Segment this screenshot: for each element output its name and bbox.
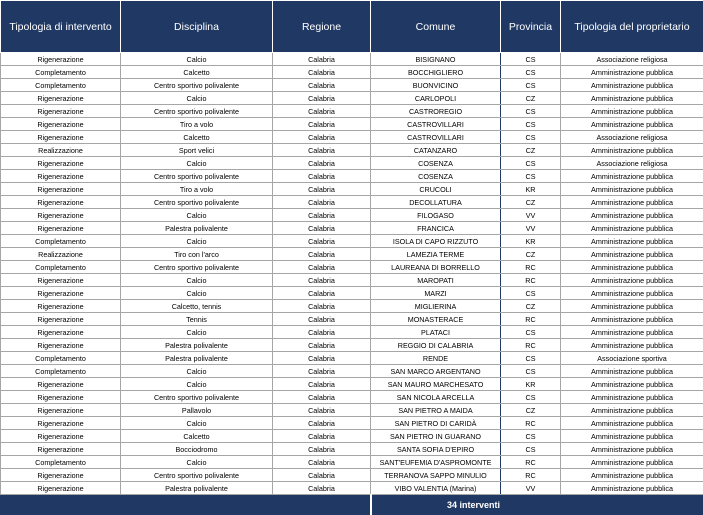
cell-tipologia: Completamento [1, 352, 121, 365]
cell-comune: RENDE [371, 352, 501, 365]
table-row [1, 300, 703, 313]
cell-disciplina: Palestra polivalente [121, 482, 273, 495]
cell-regione: Calabria [273, 456, 371, 469]
cell-tipologia: Rigenerazione [1, 287, 121, 300]
table-row [1, 66, 703, 79]
cell-comune: FILOGASO [371, 209, 501, 222]
cell-regione: Calabria [273, 248, 371, 261]
cell-tipologia: Completamento [1, 261, 121, 274]
cell-comune: CASTROVILLARI [371, 131, 501, 144]
cell-comune: SANT'EUFEMIA D'ASPROMONTE [371, 456, 501, 469]
cell-comune: TERRANOVA SAPPO MINULIO [371, 469, 501, 482]
cell-proprietario: Amministrazione pubblica [561, 79, 703, 92]
cell-regione: Calabria [273, 131, 371, 144]
cell-disciplina: Calcio [121, 378, 273, 391]
cell-comune: DECOLLATURA [371, 196, 501, 209]
cell-provincia: CS [501, 53, 561, 66]
cell-provincia: CS [501, 391, 561, 404]
header-comune: Comune [371, 1, 501, 53]
cell-comune: CASTROVILLARI [371, 118, 501, 131]
cell-proprietario: Amministrazione pubblica [561, 118, 703, 131]
cell-comune: SAN PIETRO IN GUARANO [371, 430, 501, 443]
cell-tipologia: Completamento [1, 235, 121, 248]
cell-comune: FRANCICA [371, 222, 501, 235]
table-body [1, 53, 703, 495]
cell-tipologia: Rigenerazione [1, 404, 121, 417]
cell-regione: Calabria [273, 326, 371, 339]
cell-disciplina: Calcio [121, 326, 273, 339]
cell-proprietario: Amministrazione pubblica [561, 196, 703, 209]
cell-regione: Calabria [273, 430, 371, 443]
cell-tipologia: Rigenerazione [1, 222, 121, 235]
cell-provincia: KR [501, 183, 561, 196]
cell-proprietario: Amministrazione pubblica [561, 365, 703, 378]
cell-comune: BOCCHIGLIERO [371, 66, 501, 79]
cell-disciplina: Centro sportivo polivalente [121, 105, 273, 118]
cell-comune: MARZI [371, 287, 501, 300]
cell-tipologia: Completamento [1, 79, 121, 92]
cell-proprietario: Amministrazione pubblica [561, 339, 703, 352]
table-row [1, 170, 703, 183]
cell-proprietario: Amministrazione pubblica [561, 469, 703, 482]
cell-disciplina: Centro sportivo polivalente [121, 170, 273, 183]
table-row [1, 92, 703, 105]
cell-provincia: CS [501, 79, 561, 92]
table-header [1, 1, 703, 53]
cell-disciplina: Calcio [121, 365, 273, 378]
cell-provincia: CS [501, 352, 561, 365]
cell-provincia: RC [501, 339, 561, 352]
cell-provincia: CS [501, 443, 561, 456]
cell-regione: Calabria [273, 482, 371, 495]
cell-disciplina: Calcio [121, 92, 273, 105]
cell-comune: BISIGNANO [371, 53, 501, 66]
cell-comune: SANTA SOFIA D'EPIRO [371, 443, 501, 456]
cell-regione: Calabria [273, 79, 371, 92]
cell-disciplina: Tiro a volo [121, 183, 273, 196]
cell-tipologia: Rigenerazione [1, 131, 121, 144]
cell-comune: MIGLIERINA [371, 300, 501, 313]
cell-regione: Calabria [273, 105, 371, 118]
cell-proprietario: Amministrazione pubblica [561, 170, 703, 183]
cell-provincia: RC [501, 417, 561, 430]
cell-proprietario: Amministrazione pubblica [561, 222, 703, 235]
header-tipologia-proprietario: Tipologia del proprietario [561, 1, 703, 53]
cell-disciplina: Centro sportivo polivalente [121, 261, 273, 274]
cell-comune: REGGIO DI CALABRIA [371, 339, 501, 352]
cell-tipologia: Rigenerazione [1, 183, 121, 196]
cell-disciplina: Centro sportivo polivalente [121, 196, 273, 209]
cell-proprietario: Amministrazione pubblica [561, 274, 703, 287]
cell-disciplina: Centro sportivo polivalente [121, 79, 273, 92]
cell-proprietario: Amministrazione pubblica [561, 456, 703, 469]
cell-disciplina: Palestra polivalente [121, 352, 273, 365]
cell-regione: Calabria [273, 339, 371, 352]
cell-regione: Calabria [273, 391, 371, 404]
table-row [1, 313, 703, 326]
cell-tipologia: Rigenerazione [1, 313, 121, 326]
cell-provincia: KR [501, 235, 561, 248]
cell-tipologia: Rigenerazione [1, 300, 121, 313]
cell-comune: SAN MAURO MARCHESATO [371, 378, 501, 391]
total-interventions: 34 interventi [371, 495, 501, 515]
cell-comune: SAN PIETRO DI CARIDÀ [371, 417, 501, 430]
cell-tipologia: Rigenerazione [1, 443, 121, 456]
table-row [1, 248, 703, 261]
cell-tipologia: Rigenerazione [1, 339, 121, 352]
cell-comune: MAROPATI [371, 274, 501, 287]
cell-disciplina: Calcio [121, 157, 273, 170]
cell-comune: CRUCOLI [371, 183, 501, 196]
table-footer [1, 495, 703, 515]
cell-proprietario: Associazione religiosa [561, 131, 703, 144]
cell-proprietario: Amministrazione pubblica [561, 391, 703, 404]
cell-regione: Calabria [273, 404, 371, 417]
cell-disciplina: Calcetto, tennis [121, 300, 273, 313]
cell-proprietario: Amministrazione pubblica [561, 482, 703, 495]
cell-disciplina: Tennis [121, 313, 273, 326]
cell-comune: CASTROREGIO [371, 105, 501, 118]
cell-provincia: RC [501, 274, 561, 287]
table-row [1, 274, 703, 287]
cell-disciplina: Sport velici [121, 144, 273, 157]
cell-regione: Calabria [273, 378, 371, 391]
cell-disciplina: Calcio [121, 417, 273, 430]
cell-disciplina: Calcio [121, 209, 273, 222]
cell-disciplina: Calcio [121, 456, 273, 469]
cell-tipologia: Rigenerazione [1, 53, 121, 66]
cell-proprietario: Amministrazione pubblica [561, 261, 703, 274]
cell-proprietario: Amministrazione pubblica [561, 287, 703, 300]
cell-regione: Calabria [273, 274, 371, 287]
cell-disciplina: Palestra polivalente [121, 339, 273, 352]
cell-disciplina: Calcio [121, 53, 273, 66]
cell-provincia: KR [501, 378, 561, 391]
cell-disciplina: Calcetto [121, 131, 273, 144]
cell-tipologia: Rigenerazione [1, 378, 121, 391]
cell-provincia: RC [501, 469, 561, 482]
cell-provincia: CZ [501, 248, 561, 261]
cell-disciplina: Calcetto [121, 66, 273, 79]
cell-regione: Calabria [273, 170, 371, 183]
cell-regione: Calabria [273, 287, 371, 300]
cell-regione: Calabria [273, 66, 371, 79]
cell-provincia: CZ [501, 92, 561, 105]
cell-proprietario: Amministrazione pubblica [561, 417, 703, 430]
table-row [1, 365, 703, 378]
cell-disciplina: Centro sportivo polivalente [121, 469, 273, 482]
cell-regione: Calabria [273, 209, 371, 222]
cell-tipologia: Rigenerazione [1, 209, 121, 222]
cell-tipologia: Completamento [1, 456, 121, 469]
cell-tipologia: Realizzazione [1, 144, 121, 157]
table-row [1, 209, 703, 222]
cell-disciplina: Calcio [121, 287, 273, 300]
table-row [1, 53, 703, 66]
cell-regione: Calabria [273, 183, 371, 196]
table-row [1, 222, 703, 235]
footer-spacer [1, 495, 371, 515]
cell-proprietario: Amministrazione pubblica [561, 235, 703, 248]
cell-regione: Calabria [273, 144, 371, 157]
cell-provincia: CZ [501, 404, 561, 417]
cell-proprietario: Amministrazione pubblica [561, 404, 703, 417]
table-row [1, 261, 703, 274]
cell-tipologia: Rigenerazione [1, 430, 121, 443]
header-provincia: Provincia [501, 1, 561, 53]
table-row [1, 417, 703, 430]
cell-tipologia: Rigenerazione [1, 469, 121, 482]
cell-disciplina: Pallavolo [121, 404, 273, 417]
cell-comune: VIBO VALENTIA (Marina) [371, 482, 501, 495]
header-regione: Regione [273, 1, 371, 53]
cell-tipologia: Rigenerazione [1, 196, 121, 209]
cell-disciplina: Palestra polivalente [121, 222, 273, 235]
cell-provincia: CS [501, 131, 561, 144]
cell-tipologia: Completamento [1, 66, 121, 79]
cell-tipologia: Rigenerazione [1, 170, 121, 183]
cell-provincia: VV [501, 209, 561, 222]
cell-provincia: CZ [501, 144, 561, 157]
cell-proprietario: Amministrazione pubblica [561, 209, 703, 222]
cell-proprietario: Amministrazione pubblica [561, 300, 703, 313]
cell-comune: PLATACI [371, 326, 501, 339]
cell-provincia: CS [501, 66, 561, 79]
cell-provincia: CS [501, 170, 561, 183]
cell-provincia: RC [501, 313, 561, 326]
cell-provincia: CZ [501, 300, 561, 313]
cell-proprietario: Amministrazione pubblica [561, 92, 703, 105]
cell-comune: CARLOPOLI [371, 92, 501, 105]
cell-proprietario: Amministrazione pubblica [561, 66, 703, 79]
cell-provincia: VV [501, 482, 561, 495]
cell-regione: Calabria [273, 157, 371, 170]
cell-provincia: CS [501, 365, 561, 378]
cell-disciplina: Calcio [121, 274, 273, 287]
cell-provincia: CS [501, 118, 561, 131]
cell-comune: LAMEZIA TERME [371, 248, 501, 261]
cell-comune: BUONVICINO [371, 79, 501, 92]
table-row [1, 430, 703, 443]
cell-regione: Calabria [273, 417, 371, 430]
cell-proprietario: Amministrazione pubblica [561, 313, 703, 326]
cell-tipologia: Rigenerazione [1, 417, 121, 430]
cell-proprietario: Amministrazione pubblica [561, 378, 703, 391]
table-row [1, 352, 703, 365]
table-row [1, 157, 703, 170]
cell-tipologia: Rigenerazione [1, 326, 121, 339]
table-row [1, 482, 703, 495]
cell-provincia: CS [501, 157, 561, 170]
cell-regione: Calabria [273, 222, 371, 235]
cell-proprietario: Amministrazione pubblica [561, 183, 703, 196]
table-row [1, 131, 703, 144]
cell-tipologia: Completamento [1, 365, 121, 378]
table-row [1, 391, 703, 404]
cell-proprietario: Associazione religiosa [561, 53, 703, 66]
cell-proprietario: Associazione sportiva [561, 352, 703, 365]
cell-disciplina: Bocciodromo [121, 443, 273, 456]
cell-comune: MONASTERACE [371, 313, 501, 326]
cell-regione: Calabria [273, 365, 371, 378]
table-row [1, 469, 703, 482]
cell-comune: ISOLA DI CAPO RIZZUTO [371, 235, 501, 248]
cell-provincia: CS [501, 105, 561, 118]
cell-provincia: VV [501, 222, 561, 235]
cell-comune: SAN NICOLA ARCELLA [371, 391, 501, 404]
cell-tipologia: Realizzazione [1, 248, 121, 261]
header-row [1, 1, 703, 53]
cell-tipologia: Rigenerazione [1, 92, 121, 105]
cell-comune: CATANZARO [371, 144, 501, 157]
cell-tipologia: Rigenerazione [1, 118, 121, 131]
table-row [1, 118, 703, 131]
cell-proprietario: Amministrazione pubblica [561, 326, 703, 339]
footer-spacer-right [501, 495, 703, 515]
cell-regione: Calabria [273, 443, 371, 456]
cell-regione: Calabria [273, 313, 371, 326]
cell-tipologia: Rigenerazione [1, 482, 121, 495]
cell-regione: Calabria [273, 118, 371, 131]
cell-regione: Calabria [273, 196, 371, 209]
table-row [1, 79, 703, 92]
cell-proprietario: Amministrazione pubblica [561, 443, 703, 456]
cell-disciplina: Calcio [121, 235, 273, 248]
cell-regione: Calabria [273, 469, 371, 482]
cell-comune: COSENZA [371, 157, 501, 170]
table-row [1, 404, 703, 417]
table-row [1, 235, 703, 248]
cell-provincia: CZ [501, 196, 561, 209]
cell-disciplina: Calcetto [121, 430, 273, 443]
cell-disciplina: Tiro con l'arco [121, 248, 273, 261]
cell-tipologia: Rigenerazione [1, 105, 121, 118]
cell-provincia: RC [501, 456, 561, 469]
cell-regione: Calabria [273, 92, 371, 105]
cell-regione: Calabria [273, 53, 371, 66]
cell-regione: Calabria [273, 261, 371, 274]
cell-tipologia: Rigenerazione [1, 391, 121, 404]
footer-row [1, 495, 703, 515]
cell-regione: Calabria [273, 235, 371, 248]
cell-provincia: CS [501, 287, 561, 300]
cell-provincia: CS [501, 430, 561, 443]
cell-comune: LAUREANA DI BORRELLO [371, 261, 501, 274]
cell-comune: COSENZA [371, 170, 501, 183]
cell-disciplina: Centro sportivo polivalente [121, 391, 273, 404]
header-disciplina: Disciplina [121, 1, 273, 53]
table-row [1, 443, 703, 456]
cell-tipologia: Rigenerazione [1, 157, 121, 170]
cell-regione: Calabria [273, 352, 371, 365]
table-row [1, 326, 703, 339]
table-row [1, 144, 703, 157]
cell-proprietario: Amministrazione pubblica [561, 144, 703, 157]
table-row [1, 105, 703, 118]
cell-tipologia: Rigenerazione [1, 274, 121, 287]
cell-proprietario: Associazione religiosa [561, 157, 703, 170]
header-tipologia-intervento: Tipologia di intervento [1, 1, 121, 53]
cell-provincia: RC [501, 261, 561, 274]
cell-comune: SAN MARCO ARGENTANO [371, 365, 501, 378]
cell-provincia: CS [501, 326, 561, 339]
table-row [1, 339, 703, 352]
cell-proprietario: Amministrazione pubblica [561, 105, 703, 118]
table-row [1, 287, 703, 300]
cell-comune: SAN PIETRO A MAIDA [371, 404, 501, 417]
cell-disciplina: Tiro a volo [121, 118, 273, 131]
table-row [1, 456, 703, 469]
cell-proprietario: Amministrazione pubblica [561, 248, 703, 261]
table-row [1, 196, 703, 209]
table-row [1, 183, 703, 196]
cell-proprietario: Amministrazione pubblica [561, 430, 703, 443]
cell-regione: Calabria [273, 300, 371, 313]
table-row [1, 378, 703, 391]
